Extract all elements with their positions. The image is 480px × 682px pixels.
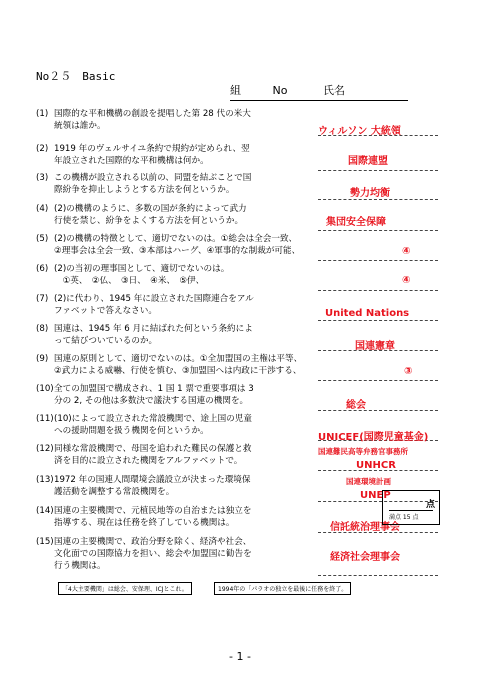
question-line: 国連の主要機関で、元植民地等の自治または独立を — [54, 506, 252, 516]
question-line: (2)の機構の特徴として、適切でないのは。①総会は全会一致、 — [54, 234, 298, 244]
question-item — [36, 263, 336, 287]
answer-text: ③ — [404, 366, 413, 377]
question-text — [54, 203, 336, 227]
question-text — [54, 263, 336, 287]
answer-text: 経済社会理事会 — [330, 552, 400, 563]
question-item — [36, 443, 336, 467]
answer-text: ウィルソン 大統領 — [318, 126, 401, 137]
question-item — [36, 203, 336, 227]
question-item — [36, 143, 336, 167]
score-box — [382, 490, 440, 525]
question-line: 1919 年のヴェルサイユ条約で規約が定められ、翌 — [54, 144, 250, 154]
question-number: (10) — [36, 384, 54, 394]
question-number: (5) — [36, 234, 49, 244]
question-item — [36, 172, 336, 196]
question-line: 全ての加盟国で構成され、1 国 1 票で重要事項は 3 — [54, 384, 254, 394]
question-number: (14) — [36, 506, 54, 516]
question-number: (15) — [36, 537, 54, 547]
answer-text: 国連難民高等弁務官事務所 — [318, 447, 408, 456]
question-line: この機構が設立される以前の、同盟を結ぶことで国 — [54, 173, 252, 183]
question-line: 行使を禁じ、紛争をよくする方法を何というか。 — [54, 216, 244, 226]
question-line: って結びついているのか。 — [54, 336, 158, 346]
question-line: 国連の主要機関で、政治分野を除く、経済や社会、 — [54, 537, 252, 547]
question-text — [54, 505, 336, 529]
answer-line — [318, 380, 438, 381]
answer-text: ④ — [402, 246, 411, 257]
score-full: 満点 15 点 — [389, 510, 433, 521]
question-line: 国連は、1945 年 6 月に結ばれた何という条約によ — [54, 324, 253, 334]
answer-text: 信託統治理事会 — [330, 522, 400, 533]
answer-line — [318, 575, 438, 576]
question-number: (3) — [36, 173, 49, 183]
question-line: 同様な常設機関で、母国を追われた難民の保護と救 — [54, 444, 252, 454]
answer-line — [318, 230, 438, 231]
name-field — [230, 82, 408, 101]
answer-text: 国連環境計画 — [346, 477, 391, 486]
answer-text: UNICEF(国際児童基金) — [318, 432, 429, 443]
question-number: (13) — [36, 475, 54, 485]
question-item — [36, 413, 336, 437]
question-line: ②理事会は全会一致、③本部はハーグ、④軍事的な制裁が可能、 — [54, 246, 301, 256]
answer-text: 総会 — [346, 400, 366, 411]
question-line: への援助問題を扱う機関を何というか。 — [54, 426, 209, 436]
question-text — [54, 108, 336, 132]
question-number: (8) — [36, 324, 49, 334]
answer-text: 国連憲章 — [355, 341, 395, 352]
question-line: 国連の原則として、適切でないのは。①全加盟国の主権は平等、 — [54, 354, 303, 364]
answer-line — [318, 260, 438, 261]
question-text — [54, 383, 336, 407]
answer-line — [318, 170, 438, 171]
question-line: ②武力による威嚇、行使を慎む、③加盟国へは内政に干渉する、 — [54, 366, 302, 376]
question-line: ①英、 ②仏、 ③日、 ④米、 ⑤伊、 — [54, 276, 205, 286]
answer-text: 勢力均衡 — [350, 188, 390, 199]
answer-line — [318, 290, 438, 291]
kumi-label: 組 — [230, 84, 241, 97]
question-text — [54, 293, 336, 317]
answer-line — [318, 320, 438, 321]
question-line: 行う機関は。 — [54, 561, 106, 571]
question-line: (2)に代わり、1945 年に設立された国際連合をアル — [54, 294, 254, 304]
question-text — [54, 443, 336, 467]
question-item — [36, 293, 336, 317]
question-text — [54, 172, 336, 196]
question-item — [36, 353, 336, 377]
question-text — [54, 413, 336, 437]
question-item — [36, 323, 336, 347]
question-line: 年設立された国際的な平和機構は何か。 — [54, 156, 209, 166]
question-line: ファベットで答えなさい。 — [54, 306, 157, 316]
question-line: 際紛争を抑止しようとする方法を何というか。 — [54, 185, 235, 195]
score-unit: 点 — [425, 500, 435, 510]
answer-text: 国際連盟 — [348, 156, 388, 167]
note-left: 「4大主要機関」は総会、安保理、ICJとこれ。 — [58, 582, 192, 595]
question-line: 文化面での国際協力を担い、総会や加盟国に勧告を — [54, 549, 252, 559]
question-text — [54, 143, 336, 167]
question-number: (7) — [36, 294, 49, 304]
question-text — [54, 536, 336, 572]
question-number: (12) — [36, 444, 54, 454]
question-text — [54, 323, 336, 347]
question-item — [36, 108, 336, 132]
question-item — [36, 383, 336, 407]
question-item — [36, 505, 336, 529]
question-line: 1972 年の国連人間環境会議設立が決まった環境保 — [54, 475, 251, 485]
question-line: (2)の機構のように、多数の国が条約によって武力 — [54, 204, 247, 214]
answer-text: United Nations — [325, 308, 410, 319]
shimei-label: 氏名 — [322, 84, 345, 97]
question-line: 指導する、現在は任務を終了している機関は。 — [54, 518, 235, 528]
note-right: 1994年の「パラオの独立を最後に任務を終了。 — [214, 582, 351, 595]
question-item — [36, 474, 336, 498]
question-line: (10)によって設立された常設機関で、途上国の児童 — [54, 414, 252, 424]
question-item — [36, 536, 336, 572]
question-number: (9) — [36, 354, 49, 364]
answer-text: 集団安全保障 — [326, 217, 386, 228]
question-line: 分の 2, その他は多数決で議決する国連の機関を。 — [54, 396, 249, 406]
answer-text: ④ — [402, 275, 411, 286]
answer-line — [318, 199, 438, 200]
answer-text-secondary: UNEP — [360, 490, 391, 501]
page-number: - 1 - — [229, 650, 251, 663]
no-label: No — [272, 84, 288, 97]
answer-line — [318, 410, 438, 411]
question-item — [36, 233, 336, 257]
question-line: 済を目的に設立された機関をアルファベットで。 — [54, 456, 243, 466]
question-line: 護活動を調整する常設機関を。 — [54, 487, 175, 497]
question-number: (6) — [36, 264, 49, 274]
question-number: (11) — [36, 414, 54, 424]
question-number: (1) — [36, 109, 49, 119]
question-line: 統領は誰か。 — [54, 121, 106, 131]
question-number: (4) — [36, 204, 49, 214]
question-number: (2) — [36, 144, 49, 154]
question-text — [54, 353, 336, 377]
question-text — [54, 233, 336, 257]
worksheet-title: No２５ Basic — [36, 70, 116, 83]
question-line: 国際的な平和機構の創設を提唱した第 28 代の米大 — [54, 109, 251, 119]
question-text — [54, 474, 336, 498]
question-line: (2)の当初の理事国として、適切でないのは。 — [54, 264, 230, 274]
answer-text-secondary: UNHCR — [356, 460, 396, 471]
